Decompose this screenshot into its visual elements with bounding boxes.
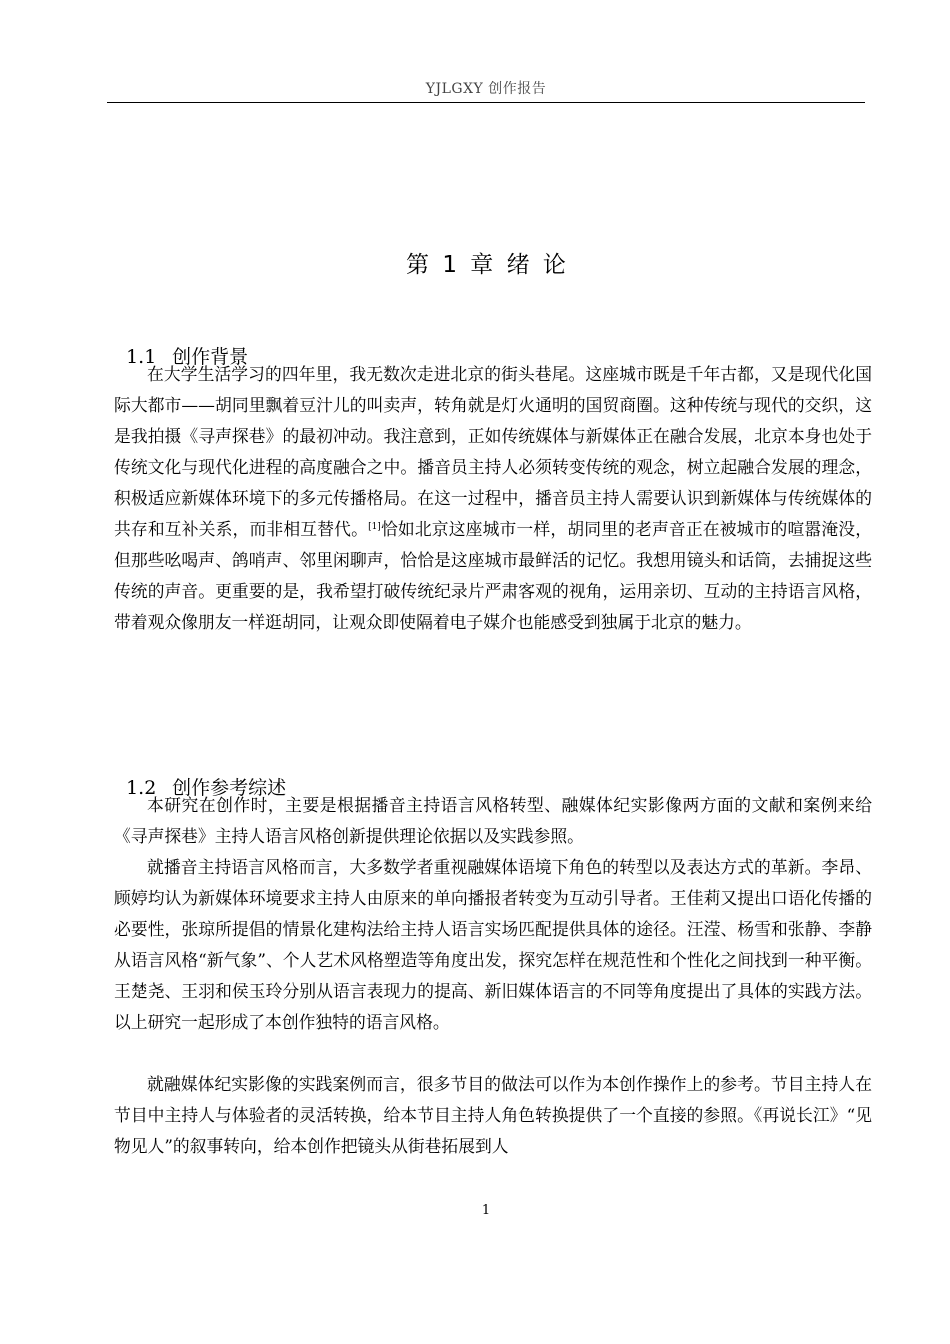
citation-ref[interactable]: [1] [368, 522, 381, 532]
page-number: 1 [481, 1203, 491, 1218]
section-title: 创作背景 [172, 346, 249, 368]
paragraph-text-continued: 恰如北京这座城市一样，胡同里的老声音正在被城市的喧嚣淹没，但那些吆喝声、鸽哨声、邻里闲聊声，恰恰是这座城市最鲜活的记忆。我想用镜头和话筒，去捕捉这些传统的声音。更重要的是，我希望打破传统纪录片严肃客观的视角，运用亲切、互动的主持语言风格，带着观众像朋友一样逛胡同，让观众即使隔着电子媒介也能感受到独属于北京的魅力。 [114, 519, 872, 632]
paragraph-text: 在大学生活学习的四年里，我无数次走进北京的街头巷尾。这座城市既是千年古都，又是现代化国际大都市——胡同里飘着豆汁儿的叫卖声，转角就是灯火通明的国贸商圈。这种传统与现代的交织，这是我拍摄《寻声探巷》的最初冲动。我注意到，正如传统媒体与新媒体正在融合发展，北京本身也处于传统文化与现代化进程的高度融合之中。播音员主持人必须转变传统的观念，树立起融合发展的理念，积极适应新媒体环境下的多元传播格局。在这一过程中，播音员主持人需要认识到新媒体与传统媒体的共存和互补关系，而非相互替代。 [114, 364, 872, 539]
section-number: 1.2 [126, 777, 157, 799]
paragraph-media-cases: 就融媒体纪实影像的实践案例而言，很多节目的做法可以作为本创作操作上的参考。节目主持人在节目中主持人与体验者的灵活转换，给本节目主持人角色转换提供了一个直接的参照。《再说长江》“见物见人”的叙事转向，给本创作把镜头从街巷拓展到人 [114, 1074, 872, 1156]
paragraph-language-style: 就播音主持语言风格而言，大多数学者重视融媒体语境下角色的转型以及表达方式的革新。李昂、顾婷均认为新媒体环境要求主持人由原来的单向播报者转变为互动引导者。王佳莉又提出口语化传播的必要性，张琼所提倡的情景化建构法给主持人语言实场匹配提供具体的途径。汪滢、杨雪和张静、李静从语言风格“新气象”、个人艺术风格塑造等角度出发，探究怎样在规范性和个性化之间找到一种平衡。王楚尧、王羽和侯玉玲分别从语言表现力的提高、新旧媒体语言的不同等角度提出了具体的实践方法。以上研究一起形成了本创作独特的语言风格。 [114, 857, 872, 1032]
section-title: 创作参考综述 [172, 777, 287, 799]
chapter-title: 第 1 章 绪 论 [406, 252, 566, 278]
header-divider [107, 102, 865, 103]
paragraph-review-intro: 本研究在创作时，主要是根据播音主持语言风格转型、融媒体纪实影像两方面的文献和案例来给《寻声探巷》主持人语言风格创新提供理论依据以及实践参照。 [114, 795, 872, 846]
section-number: 1.1 [126, 346, 157, 368]
running-header: YJLGXY 创作报告 [425, 81, 547, 97]
paragraph-background [114, 359, 872, 638]
